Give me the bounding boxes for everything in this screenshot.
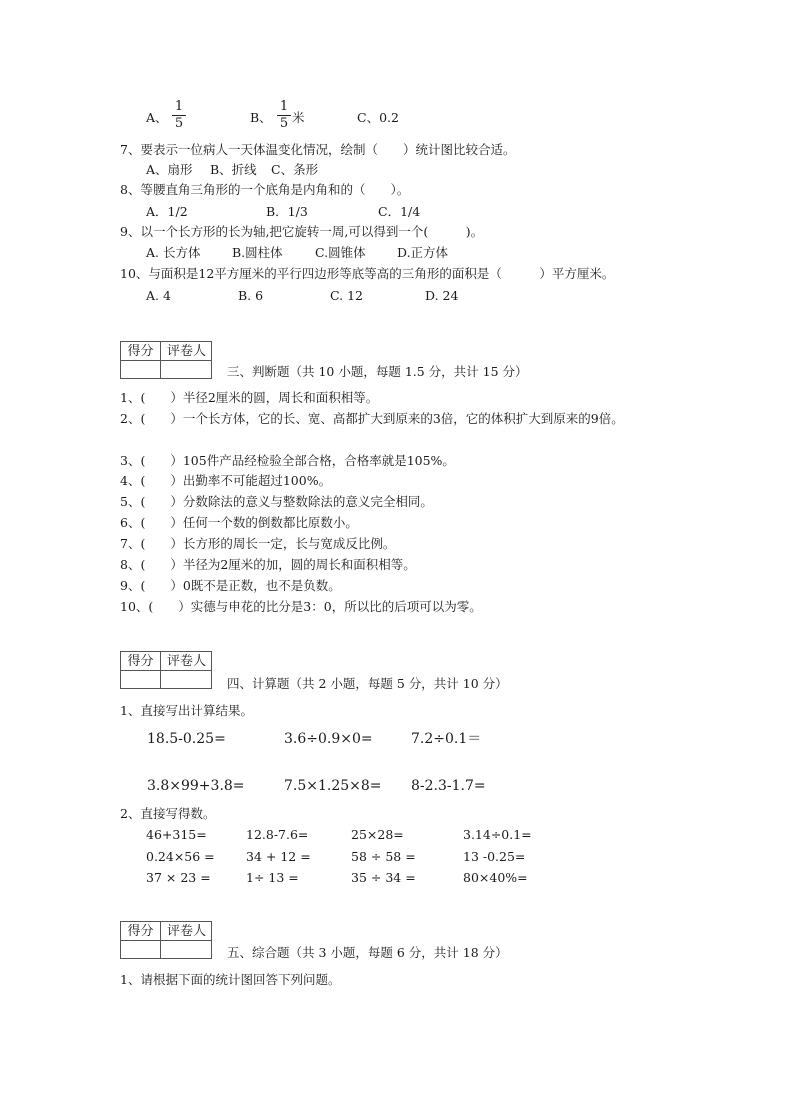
q7-option-b: B、折线 bbox=[210, 162, 257, 177]
calc-expr: 7.5×1.25×8= bbox=[284, 778, 382, 794]
score-label: 得分 bbox=[121, 652, 161, 671]
judge-item-8: 8、( ）半径为2厘米的加，圆的周长和面积相等。 bbox=[120, 557, 416, 572]
calc-expr: 8-2.3-1.7= bbox=[411, 778, 486, 794]
calc-expr: 3.6÷0.9×0= bbox=[284, 731, 373, 747]
q10-option-b: B. 6 bbox=[238, 288, 264, 303]
judge-item-4: 4、( ）出勤率不可能超过100%。 bbox=[120, 473, 332, 488]
q6-option-b-unit: 米 bbox=[292, 110, 305, 125]
q10-option-c: C. 12 bbox=[330, 288, 363, 303]
q6-option-b-label: B、 bbox=[250, 110, 272, 125]
calc-expr: 18.5-0.25= bbox=[147, 731, 226, 747]
grader-label: 评卷人 bbox=[161, 652, 212, 671]
score-cell[interactable] bbox=[121, 941, 161, 959]
judge-item-6: 6、( ）任何一个数的倒数都比原数小。 bbox=[120, 515, 358, 530]
calc-question-1: 1、直接写出计算结果。 bbox=[120, 703, 253, 718]
fraction-numerator: 1 bbox=[279, 99, 289, 114]
fraction-denominator: 5 bbox=[279, 116, 289, 131]
calc-expr: 3.14÷0.1= bbox=[463, 827, 532, 842]
q9-option-c: C.圆锥体 bbox=[315, 245, 366, 260]
grader-label: 评卷人 bbox=[161, 342, 212, 361]
grader-cell[interactable] bbox=[161, 941, 212, 959]
grader-cell[interactable] bbox=[161, 671, 212, 689]
score-cell[interactable] bbox=[121, 671, 161, 689]
section-5-title: 五、综合题（共 3 小题，每题 6 分，共计 18 分） bbox=[227, 945, 508, 960]
q7-option-a: A、扇形 bbox=[146, 162, 193, 177]
score-label: 得分 bbox=[121, 922, 161, 941]
score-cell[interactable] bbox=[121, 361, 161, 379]
judge-item-2: 2、( ）一个长方体，它的长、宽、高都扩大到原来的3倍，它的体积扩大到原来的9倍。 bbox=[120, 411, 624, 426]
score-box-section-3 bbox=[120, 341, 212, 379]
calc-expr: 46+315= bbox=[146, 827, 207, 842]
calc-expr: 35 ÷ 34 = bbox=[351, 870, 416, 885]
fraction-numerator: 1 bbox=[174, 99, 184, 114]
calc-expr: 1÷ 13 = bbox=[246, 870, 299, 885]
q9-option-a: A. 长方体 bbox=[146, 245, 201, 260]
q8-option-c: C．1/4 bbox=[378, 204, 421, 219]
q9-option-b: B.圆柱体 bbox=[232, 245, 283, 260]
q10-option-d: D. 24 bbox=[425, 288, 459, 303]
judge-item-7: 7、( ）长方形的周长一定，长与宽成反比例。 bbox=[120, 536, 396, 551]
q8-option-a: A．1/2 bbox=[146, 204, 188, 219]
calc-expr: 13 -0.25= bbox=[463, 849, 526, 864]
fraction-denominator: 5 bbox=[174, 116, 184, 131]
calc-expr: 37 × 23 = bbox=[146, 870, 211, 885]
q7-option-c: C、条形 bbox=[271, 162, 319, 177]
comprehensive-question-1: 1、请根据下面的统计图回答下列问题。 bbox=[120, 972, 341, 987]
score-label: 得分 bbox=[121, 342, 161, 361]
question-7: 7、要表示一位病人一天体温变化情况，绘制（ ）统计图比较合适。 bbox=[120, 142, 516, 157]
q9-option-d: D.正方体 bbox=[397, 245, 449, 260]
judge-item-5: 5、( ）分数除法的意义与整数除法的意义完全相同。 bbox=[120, 494, 433, 509]
calc-expr: 58 ÷ 58 = bbox=[351, 849, 416, 864]
score-box-section-4 bbox=[120, 651, 212, 689]
grader-cell[interactable] bbox=[161, 361, 212, 379]
q8-option-b: B．1/3 bbox=[266, 204, 308, 219]
section-4-title: 四、计算题（共 2 小题，每题 5 分，共计 10 分） bbox=[227, 676, 508, 691]
q6-option-a-fraction bbox=[172, 100, 186, 131]
calc-expr: 7.2÷0.1＝ bbox=[411, 731, 482, 747]
judge-item-1: 1、( ）半径2厘米的圆，周长和面积相等。 bbox=[120, 390, 379, 405]
q6-option-c: C、0.2 bbox=[357, 110, 399, 125]
section-3-title: 三、判断题（共 10 小题，每题 1.5 分，共计 15 分） bbox=[227, 364, 528, 379]
question-9: 9、以一个长方形的长为轴,把它旋转一周,可以得到一个( )。 bbox=[120, 224, 484, 239]
q6-option-a-label: A、 bbox=[146, 110, 168, 125]
calc-expr: 34 + 12 = bbox=[246, 849, 311, 864]
question-10: 10、与面积是12平方厘米的平行四边形等底等高的三角形的面积是（ ）平方厘米。 bbox=[120, 266, 615, 281]
calc-expr: 3.8×99+3.8= bbox=[147, 778, 245, 794]
score-box-section-5 bbox=[120, 921, 212, 959]
calc-expr: 0.24×56 = bbox=[146, 849, 215, 864]
judge-item-10: 10、( ）实德与申花的比分是3：0，所以比的后项可以为零。 bbox=[120, 599, 482, 614]
judge-item-3: 3、( ）105件产品经检验全部合格，合格率就是105%。 bbox=[120, 453, 455, 468]
grader-label: 评卷人 bbox=[161, 922, 212, 941]
calc-question-2: 2、直接写得数。 bbox=[120, 806, 216, 821]
calc-expr: 25×28= bbox=[351, 827, 404, 842]
q6-option-b-fraction bbox=[277, 100, 291, 131]
q10-option-a: A. 4 bbox=[146, 288, 171, 303]
calc-expr: 80×40%= bbox=[463, 870, 528, 885]
question-8: 8、等腰直角三角形的一个底角是内角和的（ ）。 bbox=[120, 182, 410, 197]
judge-item-9: 9、( ）0既不是正数，也不是负数。 bbox=[120, 578, 341, 593]
calc-expr: 12.8-7.6= bbox=[246, 827, 309, 842]
